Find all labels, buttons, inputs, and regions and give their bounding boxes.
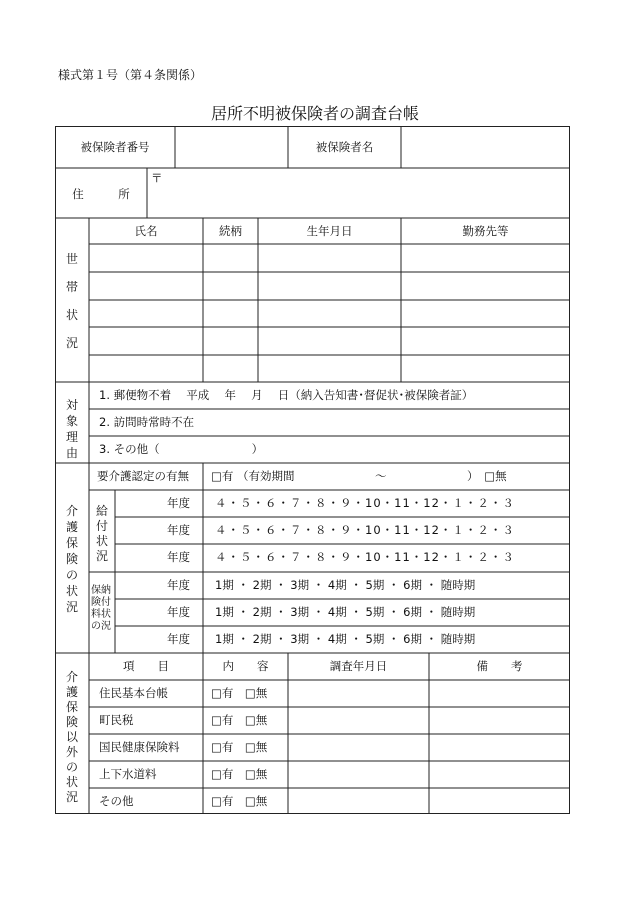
premium-periods: 1期 ・ 2期 ・ 3期 ・ 4期 ・ 5期 ・ 6期 ・ 随時期: [215, 632, 476, 646]
content-options: □有 □無: [211, 767, 268, 781]
reason-label-char: 対: [65, 398, 78, 412]
address-label: 住 所: [72, 187, 130, 201]
other-label-char: 介: [65, 670, 78, 684]
reason-item-other: 3. その他（ ）: [99, 442, 264, 456]
benefit-label-char: 付: [95, 519, 108, 533]
household-label-char: 世: [65, 252, 78, 266]
benefit-label-char: 状: [95, 534, 108, 548]
premium-label-row: 保納: [91, 585, 111, 596]
certification-options: □有 （有効期間 ～ ） □無: [211, 469, 507, 483]
other-col-item: 項 目: [123, 659, 169, 673]
other-label-char: 護: [65, 685, 78, 699]
care-label-char: 介: [65, 504, 78, 518]
household-col-workplace: 勤務先等: [462, 224, 509, 238]
reason-label-char: 由: [65, 446, 78, 460]
other-row-label: 上下水道料: [99, 767, 157, 781]
reason-item-mail: 1. 郵便物不着 平成 年 月 日（納入告知書･督促状･被保険者証）: [99, 388, 474, 402]
form-number: 様式第１号（第４条関係）: [58, 68, 203, 82]
benefit-year-label: 年度: [167, 523, 190, 537]
benefit-label-char: 況: [95, 549, 108, 563]
premium-label-row: 険付: [91, 597, 111, 608]
benefit-months: ４・５・６・７・８・９・10・11・12・１・２・３: [215, 523, 515, 537]
premium-periods: 1期 ・ 2期 ・ 3期 ・ 4期 ・ 5期 ・ 6期 ・ 随時期: [215, 578, 476, 592]
benefit-months: ４・５・６・７・８・９・10・11・12・１・２・３: [215, 496, 515, 510]
other-label-char: 外: [65, 745, 78, 759]
household-label-char: 状: [65, 308, 78, 322]
other-label-char: 険: [65, 715, 78, 729]
reason-label-char: 理: [65, 430, 78, 444]
other-label-char: 状: [65, 775, 78, 789]
care-label-char: 護: [65, 520, 78, 534]
insured-number-label: 被保険者番号: [80, 140, 150, 154]
benefit-months: ４・５・６・７・８・９・10・11・12・１・２・３: [215, 550, 515, 564]
postal-mark: 〒: [151, 171, 163, 185]
other-label-char: の: [65, 760, 78, 774]
household-col-name: 氏名: [134, 224, 158, 238]
content-options: □有 □無: [211, 740, 268, 754]
other-row-label: 国民健康保険料: [99, 740, 180, 754]
content-options: □有 □無: [211, 794, 268, 808]
other-label-char: 以: [65, 730, 78, 744]
benefit-label-char: 給: [95, 504, 108, 518]
other-row-label: その他: [99, 794, 134, 808]
household-col-relation: 続柄: [219, 224, 242, 238]
content-options: □有 □無: [211, 686, 268, 700]
survey-table: [55, 126, 571, 816]
other-col-date: 調査年月日: [329, 659, 388, 673]
page-title: 居所不明被保険者の調査台帳: [210, 104, 419, 123]
premium-label-row: 料状: [91, 609, 111, 620]
other-col-remarks: 備 考: [476, 659, 523, 673]
premium-year-label: 年度: [167, 632, 190, 646]
premium-periods: 1期 ・ 2期 ・ 3期 ・ 4期 ・ 5期 ・ 6期 ・ 随時期: [215, 605, 476, 619]
reason-item-absent: 2. 訪問時常時不在: [99, 415, 195, 429]
care-label-char: 状: [65, 584, 78, 598]
benefit-year-label: 年度: [167, 496, 190, 510]
premium-label-row: の況: [91, 621, 111, 632]
other-label-char: 況: [65, 790, 78, 804]
content-options: □有 □無: [211, 713, 268, 727]
household-col-birthdate: 生年月日: [306, 224, 353, 238]
other-row-label: 町民税: [99, 713, 134, 727]
care-label-char: 況: [65, 600, 78, 614]
household-label-char: 況: [65, 336, 78, 350]
other-row-label: 住民基本台帳: [99, 686, 168, 700]
other-label-char: 保: [65, 700, 78, 714]
care-label-char: 険: [65, 552, 78, 566]
household-label-char: 帯: [65, 280, 78, 294]
insured-name-label: 被保険者名: [315, 140, 374, 154]
care-label-char: 保: [65, 536, 78, 550]
care-label-char: の: [65, 568, 78, 582]
certification-label: 要介護認定の有無: [97, 469, 189, 483]
premium-year-label: 年度: [167, 578, 190, 592]
premium-year-label: 年度: [167, 605, 190, 619]
benefit-year-label: 年度: [167, 550, 190, 564]
reason-label-char: 象: [65, 414, 78, 428]
other-col-content: 内 容: [222, 659, 269, 673]
